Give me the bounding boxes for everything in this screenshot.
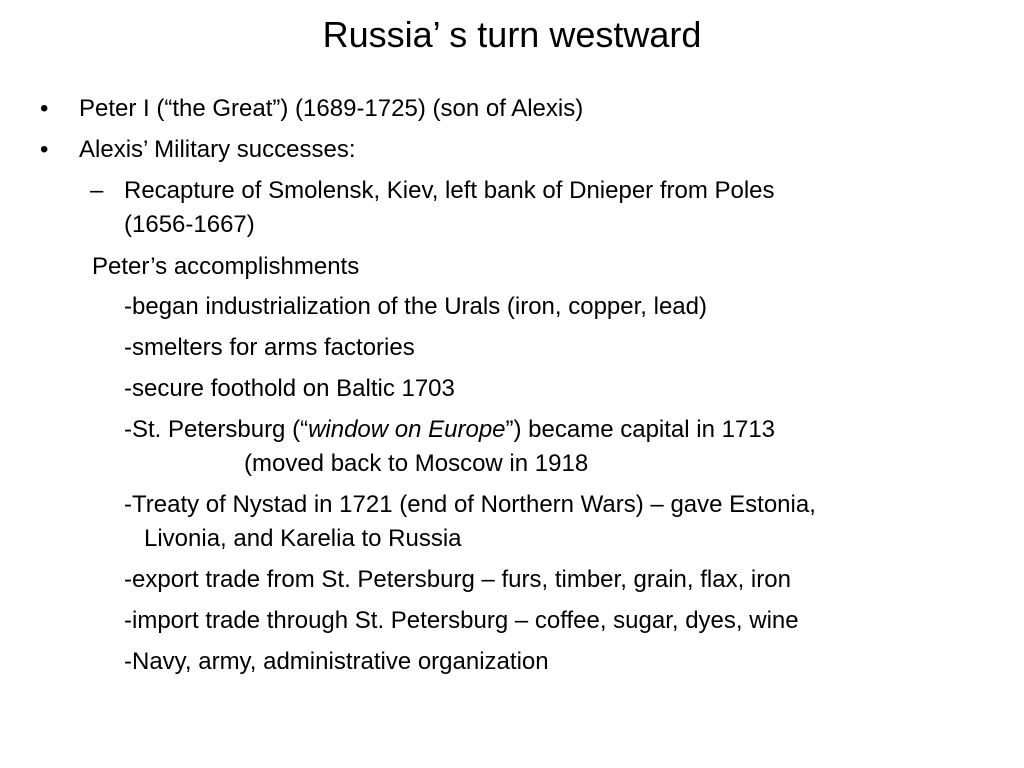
slide-title: Russia’ s turn westward <box>322 14 702 55</box>
accomplishment-st-petersburg <box>124 413 775 447</box>
accomplishment-smelters: -smelters for arms factories <box>124 334 415 361</box>
accomplishment-import-trade: -import trade through St. Petersburg – coffee, sugar, dyes, wine <box>124 607 799 634</box>
bullet-marker: • <box>40 95 49 122</box>
bullet-peter-the-great: Peter I (“the Great”) (1689-1725) (son of Alexis) <box>79 95 584 122</box>
sub-bullet-recapture: Recapture of Smolensk, Kiev, left bank of Dnieper from Poles <box>124 177 775 204</box>
accomplishment-baltic: -secure foothold on Baltic 1703 <box>124 375 455 402</box>
accomplishments-heading: Peter’s accomplishments <box>92 253 360 280</box>
sub-bullet-recapture-dates: (1656-1667) <box>124 211 255 238</box>
window-on-europe-phrase: window on Europe <box>308 416 506 443</box>
accomplishment-industrialization: -began industrialization of the Urals (iron, copper, lead) <box>124 293 707 320</box>
st-petersburg-prefix: -St. Petersburg (“ <box>124 416 309 443</box>
bullet-marker: • <box>40 136 49 163</box>
accomplishment-st-petersburg-moved: (moved back to Moscow in 1918 <box>244 450 589 477</box>
sub-bullet-marker: – <box>90 177 104 204</box>
accomplishment-navy-army: -Navy, army, administrative organization <box>124 648 549 675</box>
bullet-alexis-military: Alexis’ Military successes: <box>79 136 356 163</box>
accomplishment-export-trade: -export trade from St. Petersburg – furs, timber, grain, flax, iron <box>124 566 791 593</box>
accomplishment-treaty-nystad: -Treaty of Nystad in 1721 (end of Northern Wars) – gave Estonia, <box>124 491 816 518</box>
accomplishment-treaty-nystad-cont: Livonia, and Karelia to Russia <box>144 525 462 552</box>
st-petersburg-suffix: ”) became capital in 1713 <box>505 416 776 443</box>
